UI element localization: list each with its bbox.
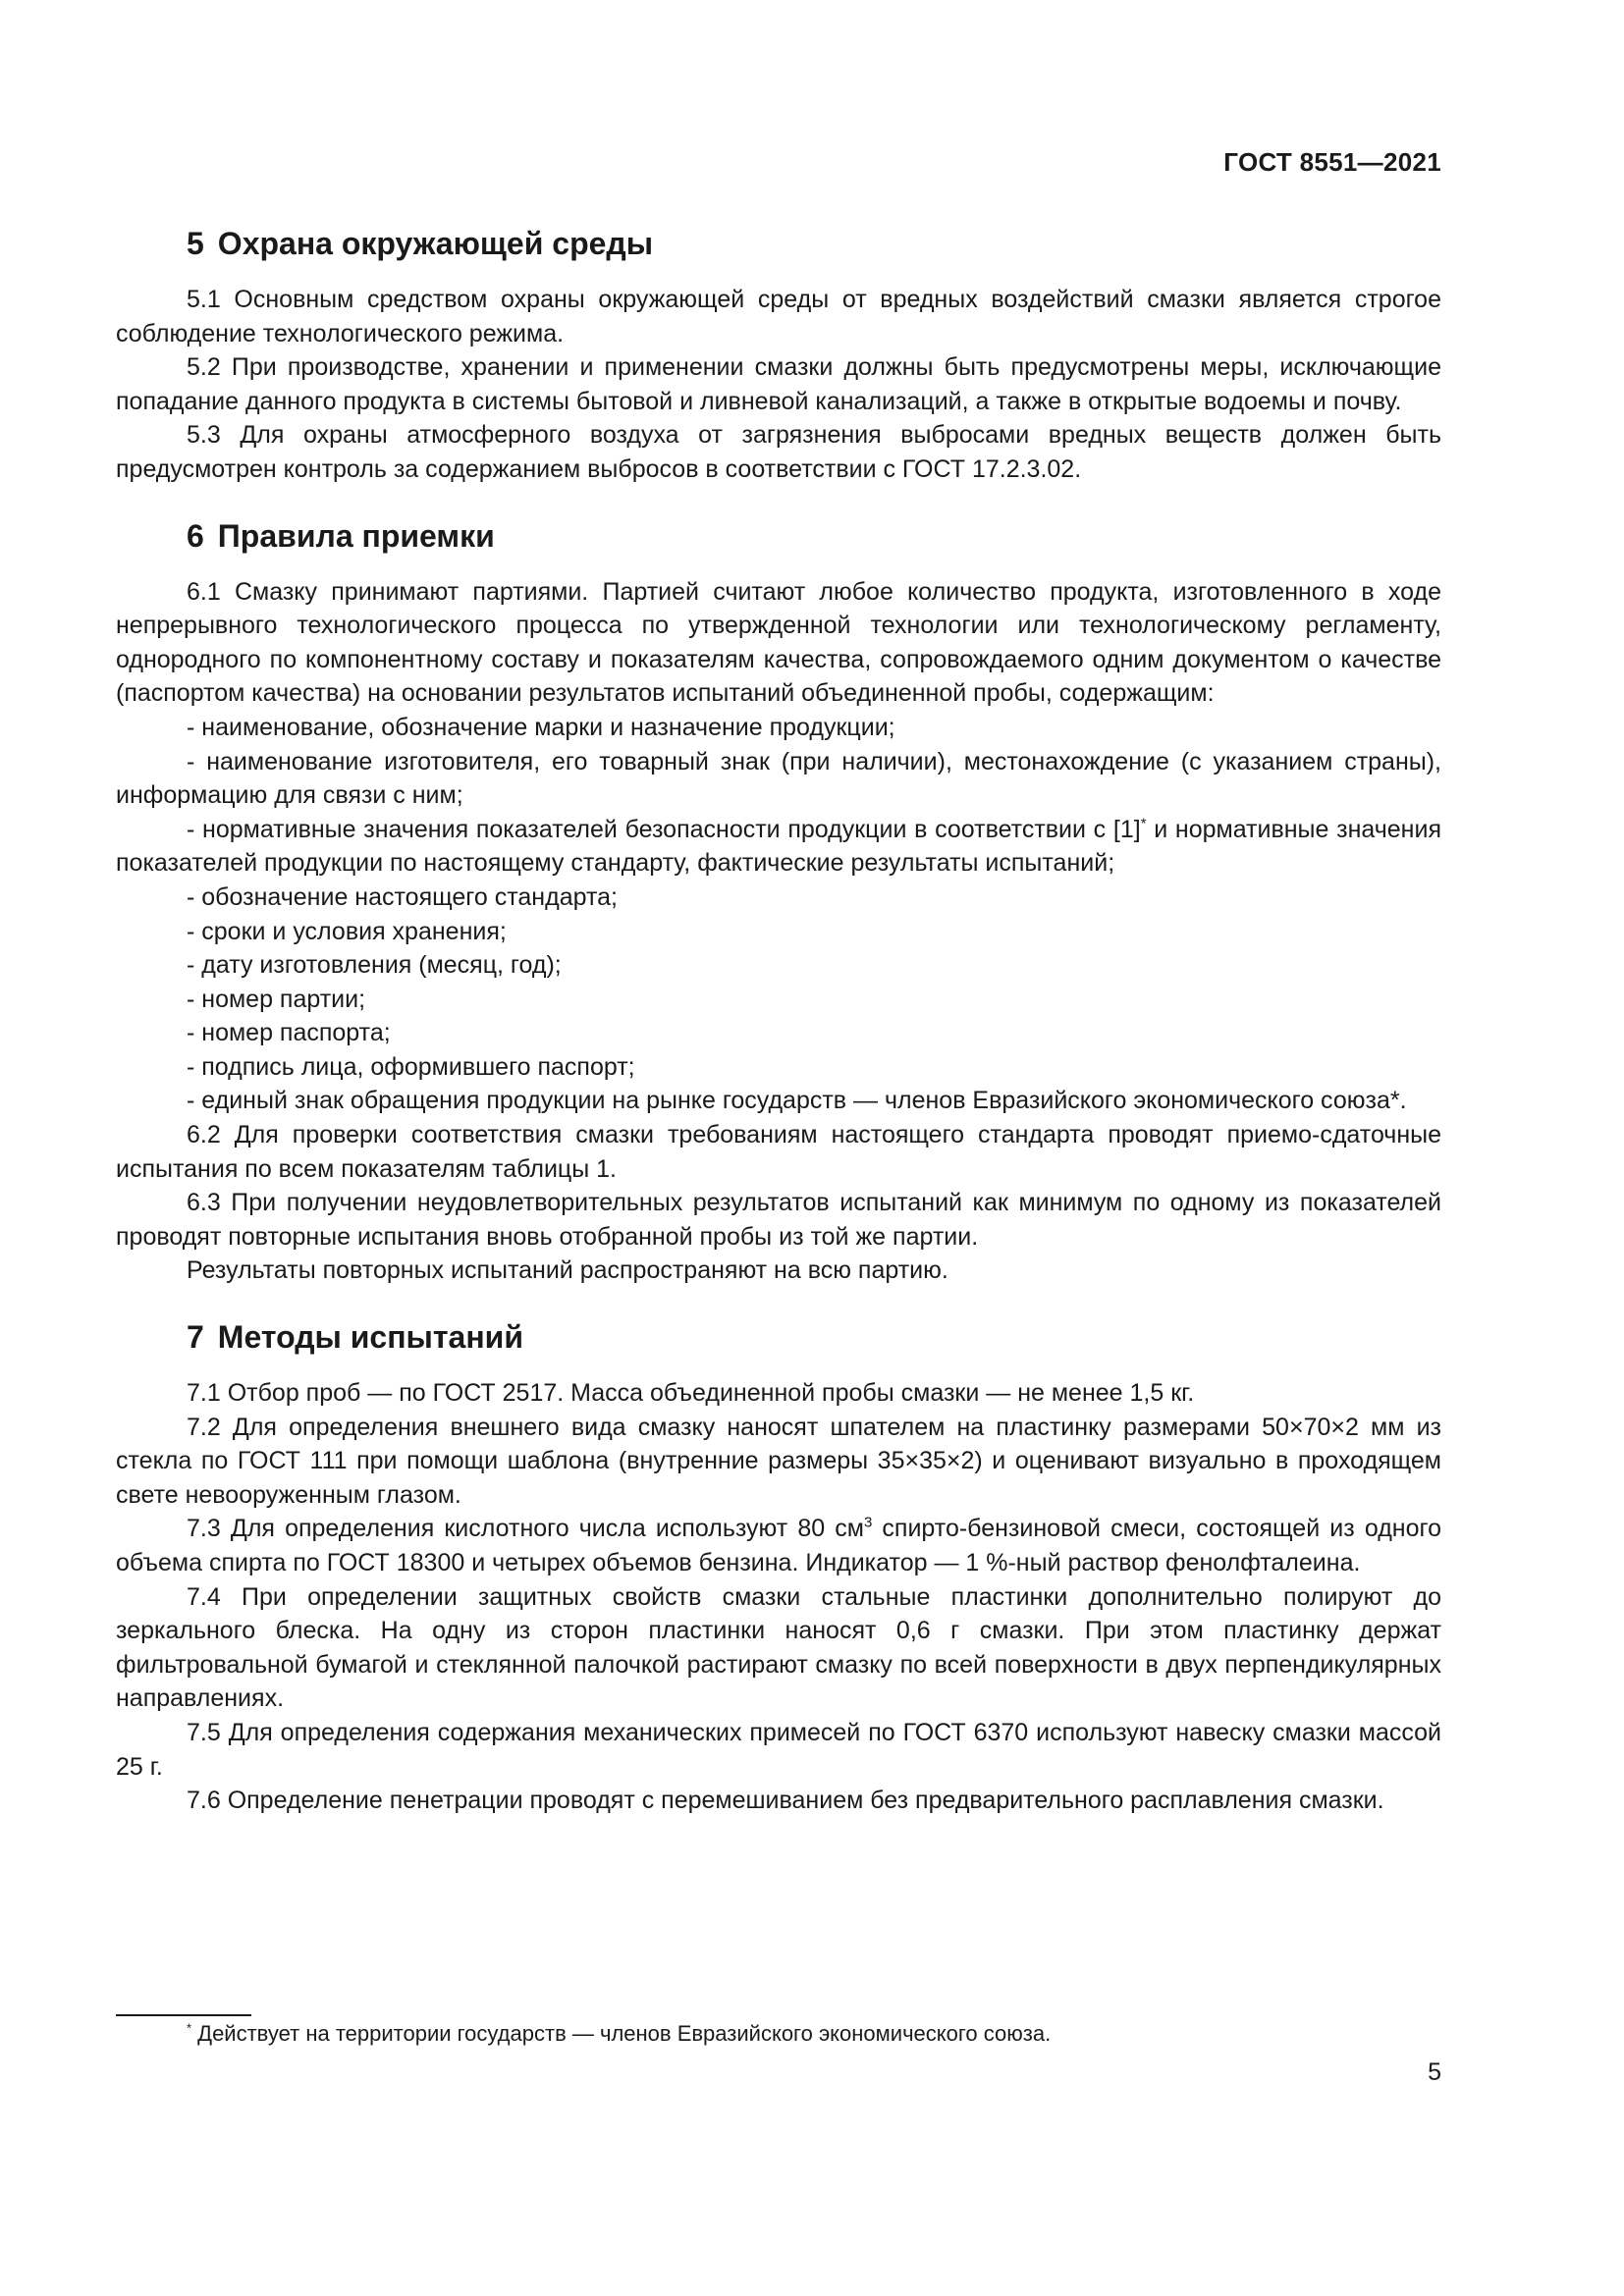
footnote-mark: *: [187, 2020, 192, 2036]
list-item-text: - нормативные значения показателей безопасности продукции в соответствии с [1]: [187, 815, 1141, 843]
page-number: 5: [1428, 2058, 1441, 2086]
paragraph-6-3-note: Результаты повторных испытаний распространяют на всю партию.: [187, 1256, 948, 1285]
list-item: - сроки и условия хранения;: [187, 917, 507, 945]
list-item: - наименование, обозначение марки и назначение продукции;: [187, 713, 895, 741]
section-title: Охрана окружающей среды: [217, 226, 654, 261]
list-item: - дату изготовления (месяц, год);: [187, 951, 562, 980]
section-title: Методы испытаний: [217, 1319, 523, 1356]
paragraph-5-2: 5.2 При производстве, хранении и применении смазки должны быть предусмотрены меры, исключающие попадание данного продукта в системы бытовой и ливневой канализаций, а также в открытые водоемы и почву.: [116, 353, 1441, 415]
paragraph-text-tail: спирто-бензиновой смеси, состоящей из одного объема спирта по ГОСТ 18300 и четырех объемов бензина. Индикатор — 1 %-ный раствор фенолфталеина.: [116, 1515, 1441, 1576]
section-number: 5: [187, 226, 204, 261]
footnote-text: Действует на территории государств — членов Евразийского экономического союза.: [191, 2021, 1052, 2046]
paragraph-7-2: 7.2 Для определения внешнего вида смазку наносят шпателем на пластинку размерами 50×70×2 мм из стекла по ГОСТ 111 при помощи шаблона (внутренние размеры 35×35×2) и оценивают визуально в проходящем свете невооруженным глазом.: [116, 1413, 1441, 1509]
paragraph-6-1: 6.1 Смазку принимают партиями. Партией считают любое количество продукта, изготовленного в ходе непрерывного технологического процесса по утвержденной технологии или технологическому регламенту, однородного по компонентному составу и показателям качества, сопровождаемого одним документом о качестве (паспортом качества) на основании результатов испытаний объединенной пробы, содержащим:: [116, 577, 1441, 708]
paragraph-7-3: [116, 1512, 1441, 1579]
list-item-text-tail: и нормативные значения показателей продукции по настоящему стандарту, фактические результаты испытаний;: [116, 815, 1441, 878]
list-item: - номер партии;: [187, 985, 366, 1013]
section-heading: [116, 516, 1441, 556]
list-item: - подпись лица, оформившего паспорт;: [187, 1052, 635, 1081]
list-item: - обозначение настоящего стандарта;: [187, 882, 618, 911]
section-6: [116, 516, 1441, 1288]
section-heading: [116, 1317, 1441, 1357]
paragraph-5-1: 5.1 Основным средством охраны окружающей среды от вредных воздействий смазки является строгое соблюдение технологического режима.: [116, 286, 1441, 347]
paragraph-text: 7.3 Для определения кислотного числа используют 80 см: [187, 1515, 864, 1543]
section-5: [116, 224, 1441, 487]
list-item: - единый знак обращения продукции на рынке государств — членов Евразийского экономического союза*.: [187, 1087, 1407, 1115]
list-item: - наименование изготовителя, его товарный знак (при наличии), местонахождение (с указанием страны), информацию для связи с ним;: [116, 747, 1441, 810]
section-number: 6: [187, 517, 204, 554]
footnote: [187, 2019, 1051, 2049]
paragraph-6-2: 6.2 Для проверки соответствия смазки требованиям настоящего стандарта проводят приемо-сдаточные испытания по всем показателям таблицы 1.: [116, 1121, 1441, 1183]
paragraph-7-5: 7.5 Для определения содержания механических примесей по ГОСТ 6370 используют навеску смазки массой 25 г.: [116, 1718, 1441, 1781]
paragraph-7-6: 7.6 Определение пенетрации проводят с перемешиванием без предварительного расплавления смазки.: [187, 1787, 1384, 1815]
page-content: [116, 224, 1441, 1847]
section-title: Правила приемки: [217, 517, 495, 554]
document-page: [116, 0, 1441, 2296]
paragraph-7-4: 7.4 При определении защитных свойств смазки стальные пластинки дополнительно полируют до зеркального блеска. На одну из сторон пластинки наносят 0,6 г смазки. При этом пластинку держат фильтровальной бумагой и стеклянной палочкой растирают смазку по всей поверхности в двух перпендикулярных направлениях.: [116, 1582, 1441, 1713]
section-number: 7: [187, 1319, 204, 1356]
list-item: - номер паспорта;: [187, 1019, 391, 1047]
paragraph-5-3: 5.3 Для охраны атмосферного воздуха от загрязнения выбросами вредных веществ должен быть предусмотрен контроль за содержанием выбросов в соответствии с ГОСТ 17.2.3.02.: [116, 421, 1441, 483]
paragraph-6-3: 6.3 При получении неудовлетворительных результатов испытаний как минимум по одному из показателей проводят повторные испытания вновь отобранной пробы из той же партии.: [116, 1189, 1441, 1251]
document-id: ГОСТ 8551—2021: [1223, 147, 1441, 177]
list-item-with-footnote: [116, 813, 1441, 881]
superscript-exponent: 3: [863, 1515, 873, 1532]
paragraph-7-1: 7.1 Отбор проб — по ГОСТ 2517. Масса объединенной пробы смазки — не менее 1,5 кг.: [187, 1379, 1195, 1408]
footnote-divider: [116, 2014, 251, 2016]
section-7: [116, 1317, 1441, 1818]
footnote-reference: *: [1140, 815, 1147, 832]
section-heading: [116, 224, 1441, 263]
